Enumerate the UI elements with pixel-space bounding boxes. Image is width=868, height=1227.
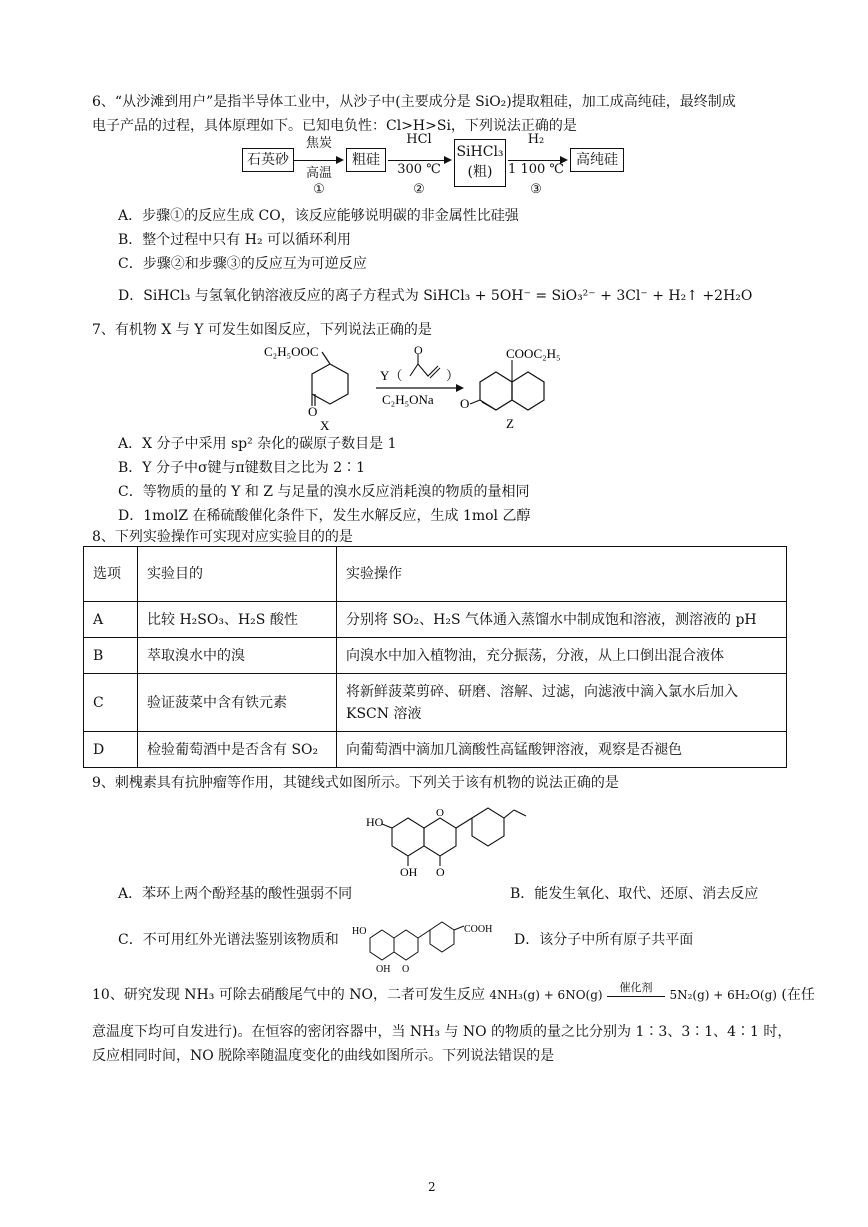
q9-option-d: D．该分子中所有原子共平面 xyxy=(514,932,694,948)
table-row xyxy=(84,732,787,768)
flow-step3: ③ xyxy=(530,182,542,197)
z-double-bond xyxy=(482,402,496,410)
table-row xyxy=(84,674,787,732)
c-link xyxy=(418,930,430,938)
flow-step1: ① xyxy=(313,182,325,197)
x-ring xyxy=(312,364,348,404)
q7-option-b: B．Y 分子中σ键与π键数目之比为 2∶1 xyxy=(118,460,366,476)
table-cell: 分别将 SO₂、H₂S 气体通入蒸馏水中制成饱和溶液，测溶液的 pH xyxy=(337,602,787,638)
mol-ring-o: O xyxy=(436,807,444,819)
q10-line1-pre: 10、研究发现 NH₃ 可除去硝酸尾气中的 NO，二者可发生反应 xyxy=(92,987,485,1003)
c-ring-c xyxy=(394,930,418,960)
flow-arrow1 xyxy=(294,160,336,161)
q10-eq-left: 4NH₃(g) + 6NO(g) xyxy=(489,988,603,1002)
c-o-label: O xyxy=(402,964,410,974)
table-cell: 萃取溴水中的溴 xyxy=(138,638,337,674)
flow-arrow2 xyxy=(388,160,444,161)
table-cell: 检验葡萄酒中是否含有 SO₂ xyxy=(138,732,337,768)
z-ring-left xyxy=(480,372,512,410)
y-label-close: ） xyxy=(446,368,460,383)
q7-option-d: D．1molZ 在稀硫酸催化条件下，发生水解反应，生成 1mol 乙醇 xyxy=(118,508,531,524)
table-cell: B xyxy=(84,638,138,674)
z-carbonyl-o: O xyxy=(460,396,470,411)
flow-box-sihcl3 xyxy=(454,139,506,187)
ho-bond xyxy=(382,824,392,828)
ring-link-bond xyxy=(456,818,472,828)
page-number: 2 xyxy=(428,1180,436,1194)
z-label: Z xyxy=(506,416,514,431)
ring-a xyxy=(392,818,424,856)
q8-stem: 8、下列实验操作可实现对应实验目的的是 xyxy=(92,529,353,545)
q10-eq-right: 5N₂(g) + 6H₂O(g) xyxy=(669,988,777,1002)
q6-stem-line1: 6、“从沙滩到用户”是指半导体工业中，从沙子中(主要成分是 SiO₂)提取粗硅，加工成高纯硅，最终制成 xyxy=(92,94,736,110)
methoxy-methyl xyxy=(514,810,526,816)
z-ring-right xyxy=(512,372,544,410)
c-ho-label: HO xyxy=(352,926,367,937)
c-cooh-label: COOH xyxy=(464,924,493,935)
methoxy-bond xyxy=(504,810,514,818)
c-ring-a xyxy=(370,930,394,960)
table-cell: 比较 H₂SO₃、H₂S 酸性 xyxy=(138,602,337,638)
q7-reaction-scheme xyxy=(260,344,580,432)
flow-step2: ② xyxy=(413,182,425,197)
flow-box3-top: SiHCl₃ xyxy=(456,144,504,160)
q10-eq-catalyst: 催化剂 xyxy=(619,980,653,994)
q6-option-c: C．步骤②和步骤③的反应互为可逆反应 xyxy=(118,256,367,272)
q9-stem: 9、刺槐素具有抗肿瘤等作用，其键线式如图所示。下列关于该有机物的说法正确的是 xyxy=(92,775,619,791)
x-label: X xyxy=(320,418,330,432)
flow-arrow3 xyxy=(508,160,560,161)
table-cell: 向葡萄酒中滴加几滴酸性高锰酸钾溶液，观察是否褪色 xyxy=(337,732,787,768)
flow-box-pure-si: 高纯硅 xyxy=(570,148,624,172)
y-label-open: Y（ xyxy=(380,368,403,383)
flow-box-crude-si: 粗硅 xyxy=(346,148,386,172)
flow-arrow2-bottom: 300 ℃ xyxy=(397,162,441,177)
table-cell: 验证菠菜中含有铁元素 xyxy=(138,674,337,732)
flow-arrow3-top: H₂ xyxy=(527,132,545,147)
q7-arrow-head xyxy=(456,384,464,392)
table-header-row xyxy=(84,547,787,602)
q6-option-d: D．SiHCl₃ 与氢氧化钠溶液反应的离子方程式为 SiHCl₃ + 5OH⁻ = SiO₃²⁻ + 3Cl⁻ + H₂↑ +2H₂O xyxy=(118,288,753,304)
mol-ho-label: HO xyxy=(366,815,384,829)
q9-option-c: C．不可用红外光谱法鉴别该物质和 xyxy=(118,932,339,948)
q9-option-a: A．苯环上两个酚羟基的酸性强弱不同 xyxy=(118,886,353,902)
q6-option-b: B．整个过程中只有 H₂ 可以循环利用 xyxy=(118,232,352,248)
y-carbonyl-o: O xyxy=(414,344,423,357)
flow-box3-bottom: (粗) xyxy=(467,164,493,180)
c-cooh-bond xyxy=(454,926,464,930)
flow-arrow2-top: HCl xyxy=(406,132,432,147)
q9-option-b: B．能发生氧化、取代、还原、消去反应 xyxy=(510,886,759,902)
table-cell: A xyxy=(84,602,138,638)
q10-eq-arrow xyxy=(607,980,665,997)
q7-stem: 7、有机物 X 与 Y 可发生如图反应，下列说法正确的是 xyxy=(92,322,432,338)
table-header-operation: 实验操作 xyxy=(337,547,787,602)
q7-reagent: C₂H₅ONa xyxy=(382,392,434,407)
table-header-option: 选项 xyxy=(84,547,138,602)
table-row xyxy=(84,638,787,674)
table-header-purpose: 实验目的 xyxy=(138,547,337,602)
x-ester-label: C₂H₅OOC xyxy=(264,344,319,359)
q10-line1-post: (在任 xyxy=(781,987,815,1003)
q7-option-a: A．X 分子中采用 sp² 杂化的碳原子数目是 1 xyxy=(118,436,397,452)
table-cell: C xyxy=(84,674,138,732)
flow-arrow1-bottom: 高温 xyxy=(305,166,332,181)
ring-c xyxy=(424,818,456,856)
table-row xyxy=(84,602,787,638)
mol-carbonyl-o: O xyxy=(436,865,445,879)
q6-stem-line2: 电子产品的过程，具体原理如下。已知电负性：Cl>H>Si，下列说法正确的是 xyxy=(92,118,577,134)
z-ester-label: COOC₂H₅ xyxy=(506,346,561,361)
ring-b xyxy=(472,808,504,846)
q6-option-a: A．步骤①的反应生成 CO，该反应能够说明碳的非金属性比硅强 xyxy=(118,208,519,224)
mol-oh-label: OH xyxy=(400,865,418,879)
q9-option-c-molecule xyxy=(352,912,502,974)
x-ester-bond xyxy=(322,352,330,364)
q10-line2: 意温度下均可自发进行)。在恒容的密闭容器中，当 NH₃ 与 NO 的物质的量之比分别为 1∶3、3∶1、4∶1 时， xyxy=(92,1024,792,1040)
q6-flow-diagram xyxy=(0,132,868,204)
z-carbonyl-bond xyxy=(470,400,480,404)
table-cell: 向溴水中加入植物油，充分振荡，分液，从上口倒出混合液体 xyxy=(337,638,787,674)
q10-line3: 反应相同时间，NO 脱除率随温度变化的曲线如图所示。下列说法错误的是 xyxy=(92,1048,555,1064)
table-cell: D xyxy=(84,732,138,768)
c-oh-label: OH xyxy=(376,964,391,974)
flow-arrow1-top: 焦炭 xyxy=(305,136,332,151)
q10-line1 xyxy=(92,980,815,1005)
q7-option-c: C．等物质的量的 Y 和 Z 与足量的溴水反应消耗溴的物质的量相同 xyxy=(118,484,530,500)
flow-box-quartz: 石英砂 xyxy=(242,148,294,172)
q8-table xyxy=(83,546,787,768)
flow-arrow3-bottom: 1 100 ℃ xyxy=(508,162,564,177)
table-cell: 将新鲜菠菜剪碎、研磨、溶解、过滤，向滤液中滴入氯水后加入 KSCN 溶液 xyxy=(337,674,787,732)
q9-molecule xyxy=(364,796,534,880)
x-carbonyl-o: O xyxy=(308,404,318,419)
c-ring-b xyxy=(430,922,454,952)
